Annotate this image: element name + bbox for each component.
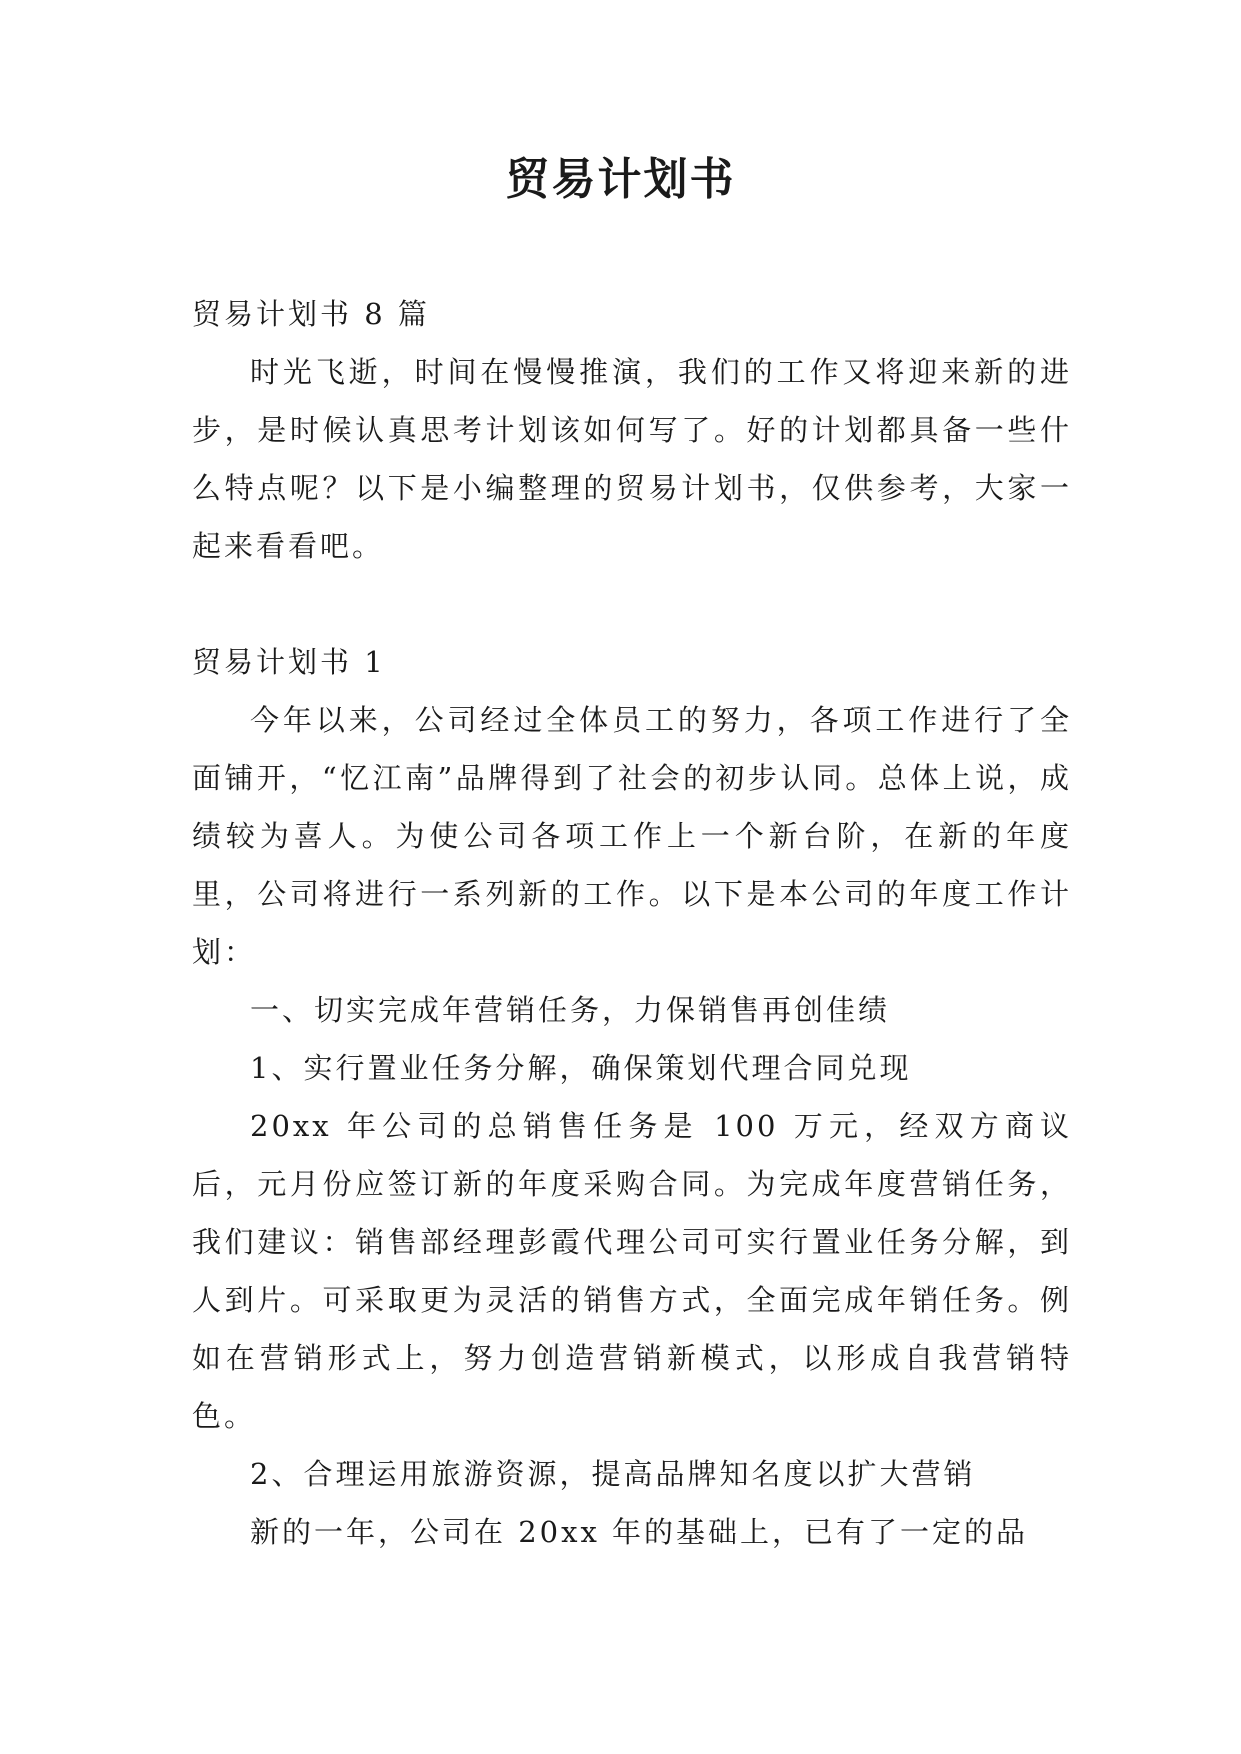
item-heading: 1、实行置业任务分解，确保策划代理合同兑现 xyxy=(250,1051,912,1085)
intro-paragraph: 时光飞逝，时间在慢慢推演，我们的工作又将迎来新的进步，是时候认真思考计划该如何写了。好的计划都具备一些什么特点呢？以下是小编整理的贸易计划书，仅供参考，大家一起来看看吧。 xyxy=(192,355,1072,563)
body-paragraph: 今年以来，公司经过全体员工的努力，各项工作进行了全面铺开，“忆江南”品牌得到了社会的初步认同。总体上说，成绩较为喜人。为使公司各项工作上一个新台阶，在新的年度里，公司将进行一系列新的工作。以下是本公司的年度工作计划： xyxy=(192,703,1072,969)
body-paragraph: 20xx 年公司的总销售任务是 100 万元，经双方商议后，元月份应签订新的年度采购合同。为完成年度营销任务，我们建议：销售部经理彭霞代理公司可实行置业任务分解，到人到片。可采取更为灵活的销售方式，全面完成年销任务。例如在营销形式上，努力创造营销新模式，以形成自我营销特色。 xyxy=(192,1109,1072,1433)
item-heading: 2、合理运用旅游资源，提高品牌知名度以扩大营销 xyxy=(250,1457,976,1491)
document-body xyxy=(192,285,1072,1561)
section-heading: 贸易计划书 1 xyxy=(192,645,386,679)
paragraph-spacer xyxy=(192,575,1072,633)
section-subheading: 一、切实完成年营销任务，力保销售再创佳绩 xyxy=(250,993,891,1027)
document-subtitle: 贸易计划书 8 篇 xyxy=(192,297,430,331)
document-title: 贸易计划书 xyxy=(505,154,736,205)
body-paragraph: 新的一年，公司在 20xx 年的基础上，已有了一定的品 xyxy=(250,1515,1029,1549)
